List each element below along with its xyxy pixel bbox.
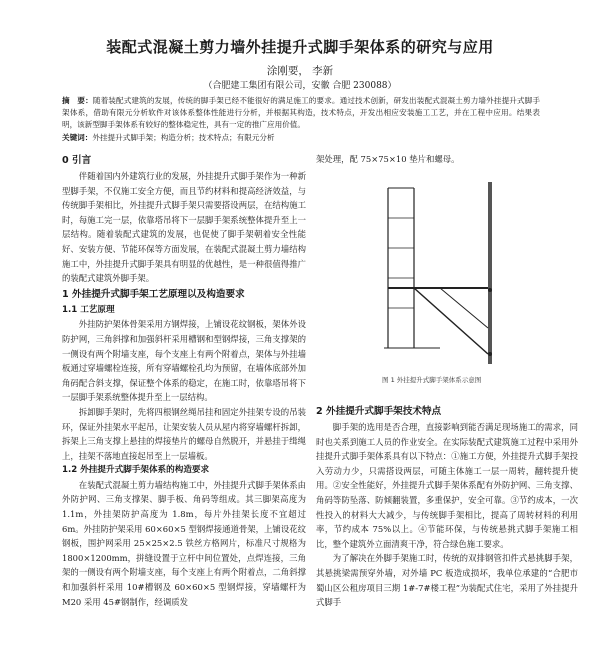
- subsection-heading-1-1: 1.1 工艺原理: [62, 304, 115, 315]
- right-column-top: [316, 152, 578, 167]
- scaffold-diagram: [380, 178, 520, 368]
- anchor-bolt: [488, 288, 492, 292]
- section-heading-1: 1 外挂提升式脚手架工艺原理以及构造要求: [62, 288, 245, 300]
- right-column: [316, 403, 578, 610]
- paragraph-2a: 脚手架的选用是否合理，直接影响到能否满足现场施工的需求，同时也关系到施工人员的作业安全。在实际装配式建筑施工过程中采用外挂提升式脚手架体系具有以下特点：①施工方便，外挂提升式脚手架投入劳动力少，只需搭设两层，可随主体施工一层一周转，翻转提升使用。②安全性能好，外挂提升式脚手架体系配有外防护网、三角支撑、角码等防坠落、防倾翻装置，多重保护，安全可靠。③节约成本，一次性投入的材料大大减少，与传统脚手架相比，提高了周转材料的利用率，节约成本 75%以上。④节能环保，与传统悬挑式脚手架施工相比，整个建筑外立面清爽干净，符合绿色施工要求。: [316, 422, 578, 549]
- diagonal-brace: [414, 288, 488, 354]
- paragraph-intro: 伴随着国内外建筑行业的发展，外挂提升式脚手架作为一种新型脚手架，不仅施工安全方便，而且节约材料和提高经济效益，与传统脚手架相比，外挂提升式脚手架只需要搭设两层，在结构施工时，每施工完一层，依靠塔吊将下一层脚手架系统整体提升至上一层结构。随着装配式建筑的发展，也促使了脚手架朝着安全性能好、安装方便、节能环保等方面发展，在装配式混凝土剪力墙结构施工中，外挂提升式脚手架具有明显的优越性，是一种很值得推广的装配式建筑外脚手架。: [62, 171, 306, 284]
- keywords-label: 关键词：: [62, 133, 93, 142]
- authors: 涂刚要， 李新: [266, 65, 334, 77]
- paper-title: 装配式混凝土剪力墙外挂提升式脚手架体系的研究与应用: [106, 38, 494, 56]
- abstract: [62, 95, 540, 131]
- reinforcing-brace: [440, 288, 488, 328]
- affiliation: （合肥建工集团有限公司，安徽 合肥 230088）: [203, 81, 397, 91]
- paragraph-continued: 架处理，配 75×75×10 垫片和螺母。: [316, 154, 460, 164]
- section-heading-2: 2 外挂提升式脚手架技术特点: [316, 406, 442, 417]
- abstract-text: 随着装配式建筑的发展，传统的脚手架已经不能很好的满足施工的要求。通过技术创新，研发出装配式混凝土剪力墙外挂提升式脚手架体系，借助有限元分析软件对该体系整体性能进行分析，并根据其构造，技术特点，开发出相应安装施工工艺，并在工程中应用。结果表明，该新型脚手架体系有较好的整体稳定性，具有一定的推广应用价值。: [62, 96, 541, 129]
- subsection-heading-1-2: 1.2 外挂提升式脚手架体系的构造要求: [62, 465, 210, 476]
- paragraph-1-1a: 外挂防护架体骨架采用方钢焊接，上铺设花纹钢板，架体外设防护网，三角斜撑和加强斜杆采用槽钢和型钢焊接，三角支撑架的一侧设有两个附墙支座，每个支座上有两个附着点，架体与外挂墙板通过穿墙螺栓连接，所有穿墙螺栓孔均为预留，在墙体底部外加角码配合斜支撑，保证整个体系的稳定，在施工时，依靠塔吊将下一层脚手架系统整体提升至上一层结构。: [62, 319, 306, 403]
- paragraph-2b: 为了解决在外脚手架施工时，传统的双排钢管扣件式悬挑脚手架，其悬挑梁需预穿外墙，对外墙 PC 板造成损坏，我单位承建的“合肥市蜀山区公租房项目三期 1#-7#楼工程”为装配式住宅，采用了外挂提升式脚手: [316, 553, 578, 608]
- anchor-bolt: [488, 352, 492, 356]
- paragraph-1-1b: 拆卸脚手架时，先将四根钢丝绳吊挂和固定外挂架专设的吊装环，保证外挂架水平起吊，让架安装人员从屋内将穿墙螺杆拆卸，拆架上三角支撑上悬挂的焊接垫片的螺母自然脱开，并悬挂于缉绳上，挂架不落地直接起吊至上一层墙板。: [62, 406, 306, 461]
- abstract-label: 摘 要：: [62, 96, 93, 105]
- paragraph-1-2: 在装配式混凝土剪力墙结构施工中，外挂提升式脚手架体系由外防护网、三角支撑架、脚手板、角码等组成。其三脚架高度为 1.1m，外挂架防护高度为 1.8m，每片外挂架长度不宜超过 6m。外挂防护架采用 60×60×5 型钢焊接通道骨架，上铺设花纹钢板，围护网采用 25×25×2.5 铁丝方格网片，标准尺寸规格为 1800×1200mm，拼缝设置于立杆中间位置处，点焊连接，三角架的一侧设有两个附墙支座，每个支座上有两个附着点，二角斜撑和加强斜杆采用 10#槽钢及 60×60×5 型钢焊接，穿墙螺杆为 M20 采用 45#钢制作，经调质发: [62, 479, 306, 607]
- keywords-text: 外挂提升式脚手架；构造分析；技术特点；有限元分析: [92, 133, 275, 142]
- section-heading-intro: 0 引言: [62, 155, 92, 166]
- left-column: [62, 152, 306, 609]
- figure-caption: 图 1 外挂提升式脚手架体系示意图: [382, 376, 482, 384]
- keywords: [62, 132, 540, 144]
